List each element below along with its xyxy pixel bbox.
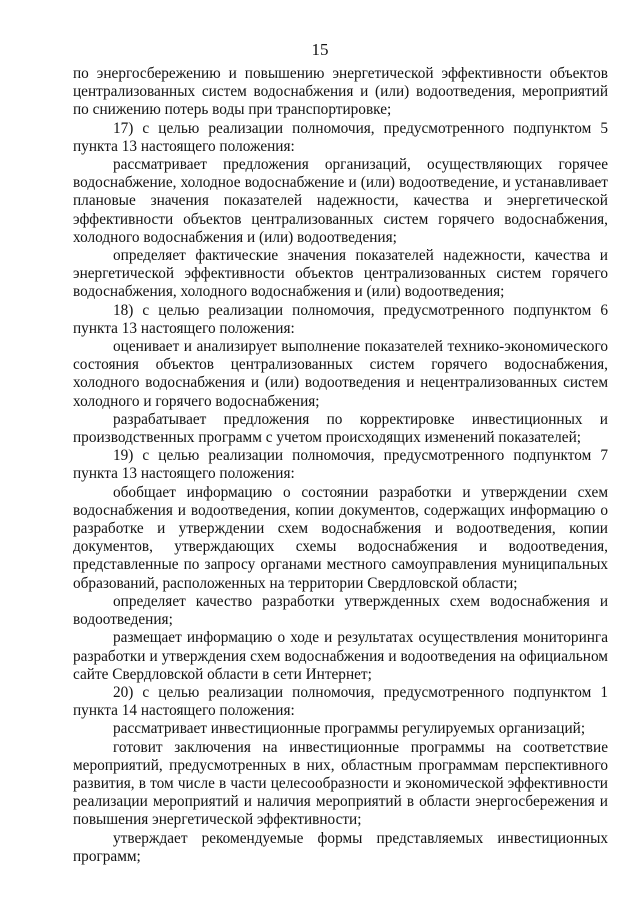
paragraph: готовит заключения на инвестиционные программы на соответствие мероприятий, предусмотренных в них, областным программам перспективного развития, в том числе в части целесообразности и экономической эффективности реализации мероприятий и наличия мероприятий в области энергосбережения и повышения энергетической эффективности; — [73, 738, 608, 829]
paragraph: оценивает и анализирует выполнение показателей технико-экономического состояния объектов централизованных систем горячего водоснабжения, холодного водоснабжения и (или) водоотведения и нецентрализованных систем холодного и горячего водоснабжения; — [73, 338, 608, 410]
paragraph: утверждает рекомендуемые формы представляемых инвестиционных программ; — [73, 829, 608, 865]
paragraph: разрабатывает предложения по корректировке инвестиционных и производственных программ с учетом происходящих изменений показателей; — [73, 410, 608, 447]
paragraph: 20) с целью реализации полномочия, предусмотренного подпунктом 1 пункта 14 настоящего положения: — [73, 683, 608, 720]
paragraph: 18) с целью реализации полномочия, предусмотренного подпунктом 6 пункта 13 настоящего положения: — [73, 301, 608, 337]
paragraph: размещает информацию о ходе и результатах осуществления мониторинга разработки и утверждения схем водоснабжения и водоотведения на официальном сайте Свердловской области в сети Интернет; — [73, 629, 608, 683]
paragraph: 17) с целью реализации полномочия, предусмотренного подпунктом 5 пункта 13 настоящего положения: — [73, 119, 608, 155]
paragraph: обобщает информацию о состоянии разработки и утверждении схем водоснабжения и водоотведения, копии документов, содержащих информацию о разработке и утверждении схем водоснабжения и водоотведения, копии документов, утверждающих схемы водоснабжения и водоотведения, представленные по запросу органами местного самоуправления муниципальных образований, расположенных на территории Свердловской области; — [73, 483, 608, 592]
paragraph: определяет фактические значения показателей надежности, качества и энергетической эффективности объектов централизованных систем горячего водоснабжения, холодного водоснабжения и (или) водоотведения; — [73, 247, 608, 301]
paragraph: по энергосбережению и повышению энергетической эффективности объектов централизованных систем водоснабжения и (или) водоотведения, мероприятий по снижению потерь воды при транспортировке; — [73, 65, 608, 119]
paragraph: рассматривает инвестиционные программы регулируемых организаций; — [113, 720, 586, 738]
paragraph: 19) с целью реализации полномочия, предусмотренного подпунктом 7 пункта 13 настоящего положения: — [73, 447, 608, 483]
page-number: 15 — [311, 40, 329, 59]
paragraph: определяет качество разработки утвержденных схем водоснабжения и водоотведения; — [73, 592, 608, 629]
document-body — [73, 65, 608, 866]
paragraph: рассматривает предложения организаций, осуществляющих горячее водоснабжение, холодное водоснабжение и (или) водоотведение, и устанавливает плановые значения показателей надежности, качества и энергетической эффективности объектов централизованных систем горячего водоснабжения, холодного водоснабжения и (или) водоотведения; — [73, 156, 608, 246]
